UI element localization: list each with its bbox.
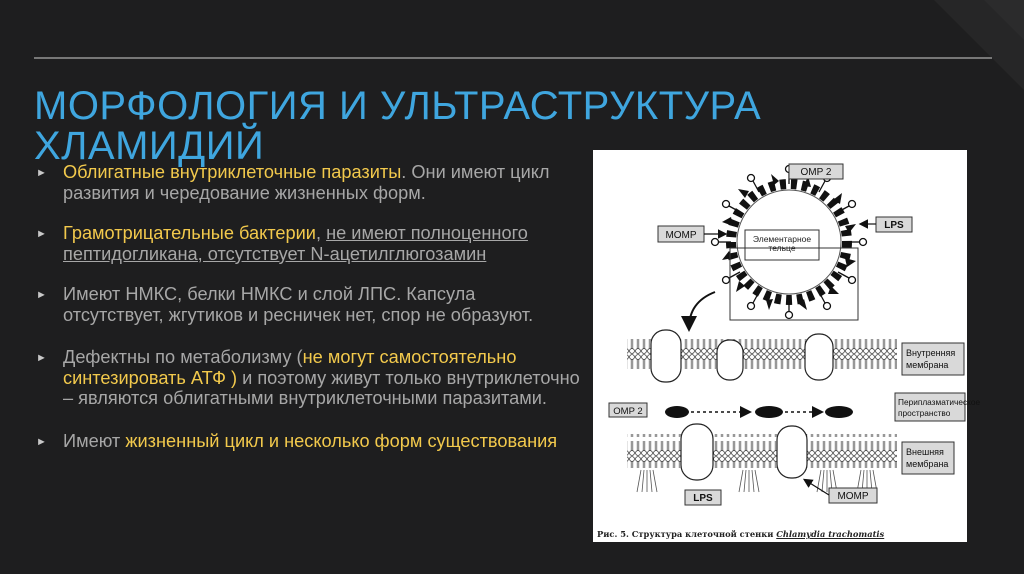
outer-membrane-text: Внешняя [906, 447, 944, 457]
bullet-arrow-icon: ► [36, 435, 47, 448]
highlight-text: Облигатные внутриклеточные паразиты [63, 162, 402, 182]
bullet-item-1 [36, 162, 581, 203]
figure-caption [597, 529, 884, 539]
elementary-body-label-line: Элементарное [752, 234, 812, 244]
caption-species: Chlamydia trachomatis [776, 529, 885, 539]
bullet-arrow-icon: ► [36, 289, 47, 301]
corner-decoration-inner [984, 0, 1024, 40]
highlight-text: жизненный цикл и несколько форм существования [125, 430, 558, 451]
lps-top-label: LPS [884, 220, 904, 231]
inner-membrane-text-line2: мембрана [906, 360, 949, 370]
body-text: и поэтому живут только внутриклеточно – являются облигатными внутриклеточными паразитами. [63, 367, 580, 408]
body-text: Дефектны по метаболизму ( [63, 347, 303, 367]
body-text: . Они имеют цикл развития и чередование жизненных форм. [63, 162, 550, 203]
omp2-mid-label: OMP 2 [613, 406, 643, 417]
bullet-list [36, 162, 581, 451]
highlight-text: не могут самостоятельно синтезировать АТФ ) [63, 347, 517, 388]
elementary-body-label-line-line2: тельце [768, 243, 796, 253]
elementary-body-graphic [712, 166, 867, 319]
body-text: Имеют НМКС, белки НМКС и слой ЛПС. Капсула отсутствует, жгутиков и ресничек нет, спор не образуют. [63, 284, 534, 325]
highlight-text: Грамотрицательные бактерии [63, 223, 316, 243]
top-divider [34, 57, 992, 59]
title-line-2: ХЛАМИДИЙ [34, 124, 265, 168]
underlined-text: не имеют полноценного пептидогликана, отсутствует N-ацетилглюгозамин [63, 223, 528, 264]
body-text: , [315, 223, 327, 243]
periplasmic-text: Периплазматическое [898, 397, 981, 407]
bullet-item-4 [36, 347, 581, 409]
momp-bottom-label: MOMP [837, 491, 869, 502]
curved-arrow [689, 292, 715, 328]
inner-membrane-text: Внутренняя [906, 348, 956, 358]
pointer-arrow [805, 480, 829, 495]
title-line-1: МОРФОЛОГИЯ И УЛЬТРАСТРУКТУРА [34, 84, 762, 128]
body-text: Имеют [63, 430, 126, 451]
periplasmic-text-line2: пространство [898, 408, 951, 418]
momp-left-label: MOMP [665, 230, 697, 241]
cell-wall-diagram [593, 150, 981, 542]
diagram-svg [593, 150, 981, 542]
periplasmic-label [898, 397, 982, 418]
omp2-top-label: OMP 2 [800, 167, 832, 178]
outer-membrane-bilayer [627, 434, 897, 468]
lps-bottom-label: LPS [693, 493, 713, 504]
outer-membrane-text-line2: мембрана [906, 459, 949, 469]
bullet-arrow-icon: ► [36, 228, 47, 240]
caption-prefix: Рис. 5. Структура клеточной стенки [597, 529, 777, 539]
bullet-arrow-icon: ► [36, 352, 47, 364]
bullet-arrow-icon: ► [36, 167, 47, 179]
bullet-item-2 [36, 223, 581, 264]
bullet-item-3 [36, 284, 581, 325]
bullet-item-5 [36, 431, 581, 452]
